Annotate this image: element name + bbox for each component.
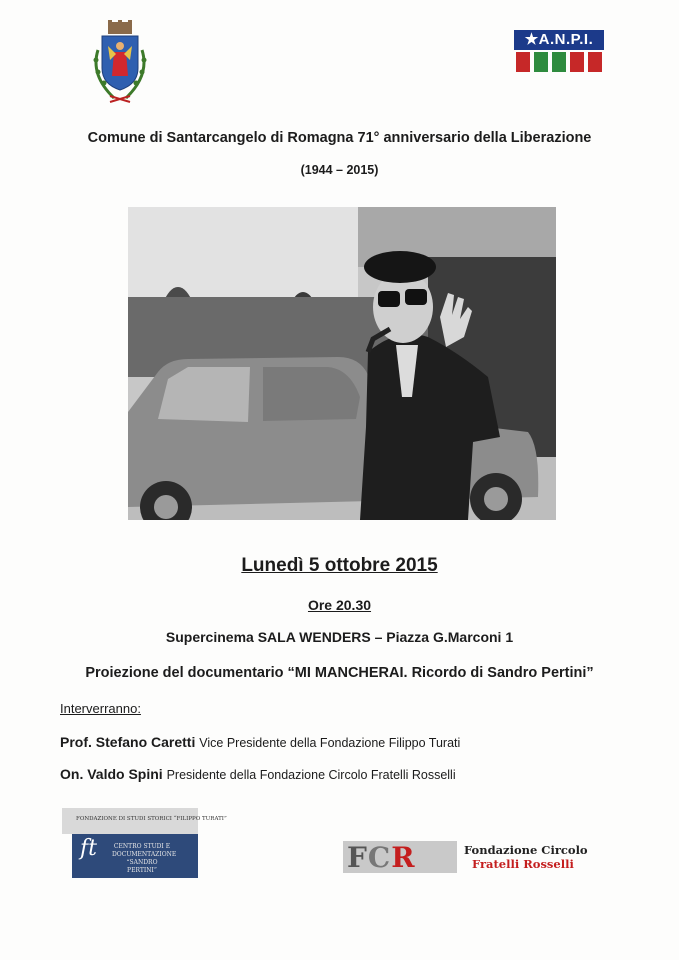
event-film: Proiezione del documentario “MI MANCHERAI. Ricordo di Sandro Pertini”	[85, 665, 594, 681]
fcr-name-line1: Fondazione Circolo	[464, 843, 588, 857]
event-years: (1944 – 2015)	[300, 163, 379, 177]
anpi-logo-text: ★A.N.P.I.	[514, 30, 604, 50]
event-date: Lunedì 5 ottobre 2015	[241, 555, 438, 576]
anpi-logo	[514, 30, 604, 74]
turati-center-text: CENTRO STUDI E DOCUMENTAZIONE “SANDRO PERTINI”	[112, 843, 177, 874]
speaker-role: Presidente della Fondazione Circolo Fratelli Rosselli	[166, 768, 456, 782]
italian-flag-stripes	[514, 52, 604, 72]
fondazione-rosselli-logo	[343, 841, 605, 877]
event-venue: Supercinema SALA WENDERS – Piazza G.Marconi 1	[165, 629, 514, 645]
speakers-header: Interverranno:	[60, 701, 141, 716]
comune-crest-logo	[88, 20, 152, 106]
photo-sandro-pertini	[128, 207, 556, 520]
speaker-name: On. Valdo Spini	[60, 766, 163, 782]
speaker-role: Vice Presidente della Fondazione Filippo Turati	[199, 736, 461, 750]
speaker-name: Prof. Stefano Caretti	[60, 734, 196, 750]
fondazione-turati-logo	[62, 808, 227, 878]
event-title: Comune di Santarcangelo di Romagna 71° anniversario della Liberazione	[87, 130, 592, 146]
speaker-item	[60, 734, 460, 750]
event-time: Ore 20.30	[307, 597, 372, 613]
fcr-mark: FCR	[347, 841, 416, 874]
fcr-name-line2: Fratelli Rosselli	[472, 857, 574, 871]
turati-initials: ft	[80, 836, 97, 861]
speaker-item	[60, 766, 456, 782]
turati-band-text: FONDAZIONE DI STUDI STORICI “FILIPPO TURATI”	[76, 816, 227, 822]
